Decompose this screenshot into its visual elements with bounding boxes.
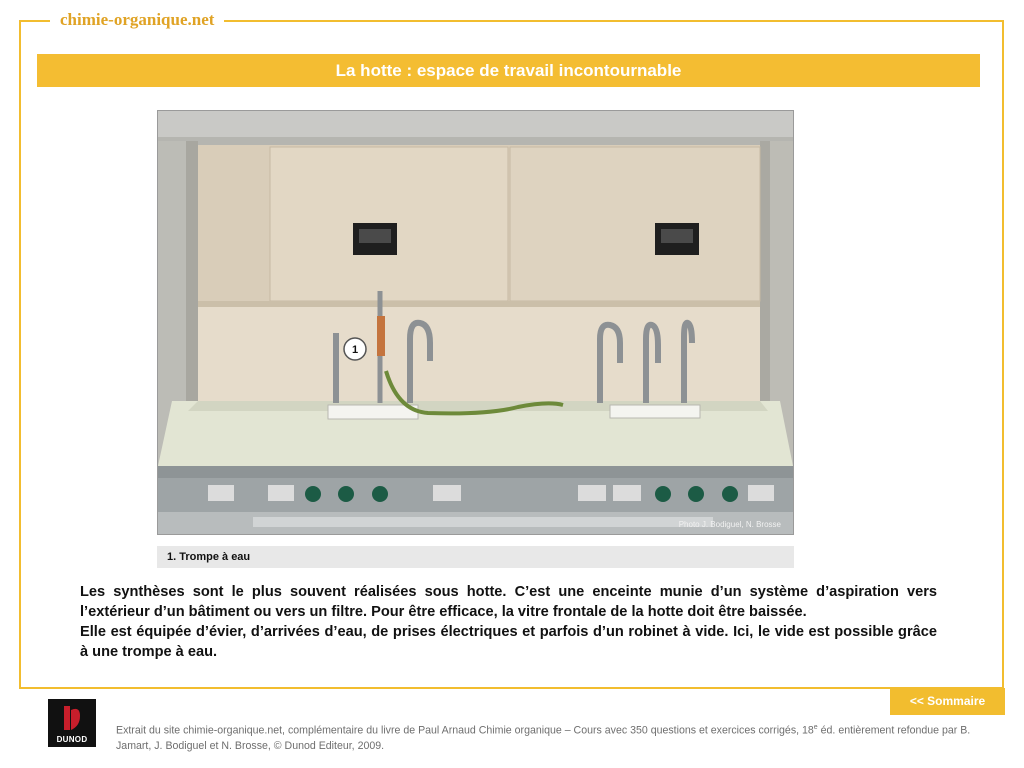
fume-hood-photo <box>157 110 794 535</box>
footer-credit-part2: éd. entièrement refondue par B. Jamart, J. Bodiguel et N. Brosse, © Dunod Editeur, 2009. <box>116 724 971 752</box>
body-text <box>80 582 937 662</box>
publisher-logo-text: DUNOD <box>56 735 88 744</box>
summary-button[interactable]: << Sommaire <box>890 688 1005 715</box>
site-name: chimie-organique.net <box>50 9 224 31</box>
figure-caption: 1. Trompe à eau <box>157 546 794 568</box>
paragraph-2: Elle est équipée d’évier, d’arrivées d’eau, de prises électriques et parfois d’un robinet à vide. Ici, le vide est possible grâce à une trompe à eau. <box>80 624 937 660</box>
footer-credit-part1: Extrait du site chimie-organique.net, complémentaire du livre de Paul Arnaud Chimie organique – Cours avec 350 questions et exercices corrigés, 18 <box>116 724 814 737</box>
paragraph-1: Les synthèses sont le plus souvent réalisées sous hotte. C’est une enceinte munie d’un système d’aspiration vers l’extérieur d’un bâtiment ou vers un filtre. Pour être efficace, la vitre frontale de la hotte doit être baissée. <box>80 584 937 620</box>
photo-credit: Photo J. Bodiguel, N. Brosse <box>678 520 781 529</box>
publisher-logo-mark-icon <box>62 704 82 732</box>
footer-credit <box>116 720 976 754</box>
footer-credit-sup: e <box>813 724 818 731</box>
publisher-logo <box>48 699 96 747</box>
trompe-marker-label: 1 <box>351 344 359 356</box>
slide-title: La hotte : espace de travail incontournable <box>37 54 980 87</box>
